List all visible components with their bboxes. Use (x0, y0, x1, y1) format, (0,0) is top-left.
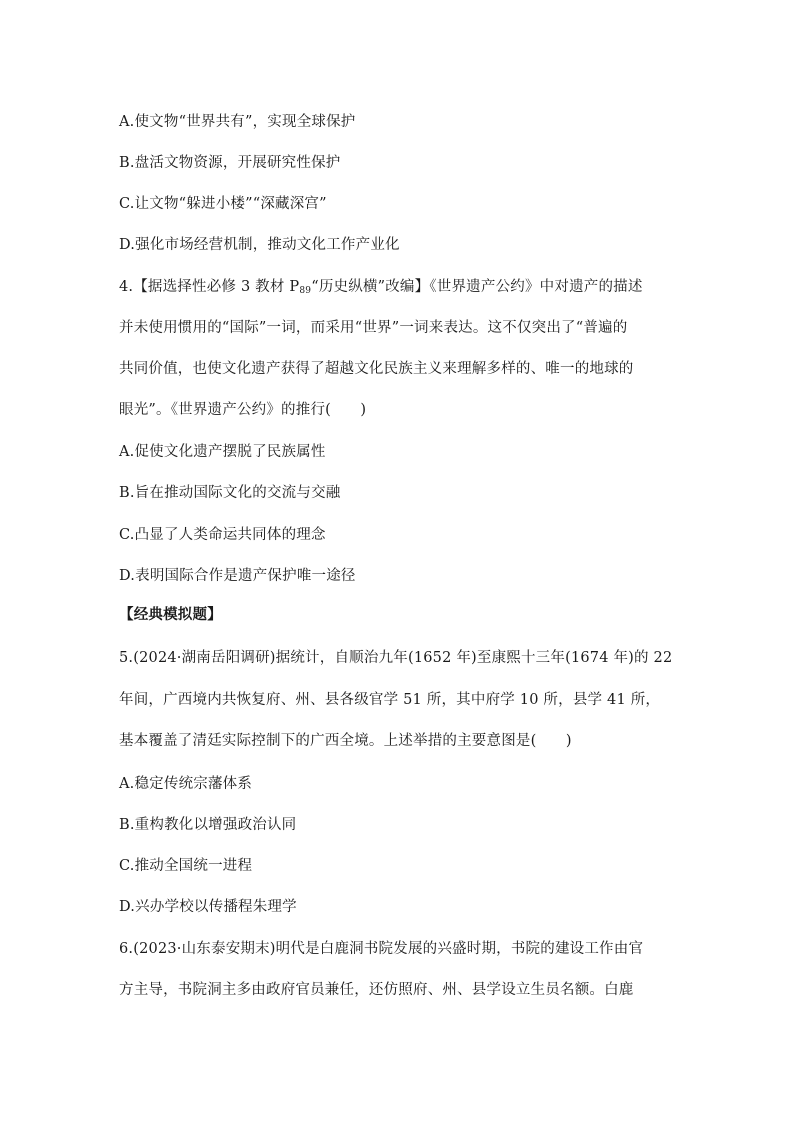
q4-page-subscript: 89 (299, 286, 312, 296)
q4-stem-suffix: “历史纵横”改编】《世界遗产公约》中对遗产的描述 (311, 279, 643, 295)
section-title: 【经典模拟题】 (119, 606, 222, 623)
q6-stem-line-2: 方主导，书院洞主多由政府官员兼任，还仿照府、州、县学设立生员名额。白鹿 (119, 982, 634, 998)
q4-option-c: C.凸显了人类命运共同体的理念 (119, 527, 326, 543)
q3-option-c: C.让文物“躲进小楼”“深藏深宫” (119, 196, 327, 212)
q5-option-b: B.重构教化以增强政治认同 (119, 817, 297, 833)
q4-stem-line-2: 并未使用惯用的“国际”一词，而采用“世界”一词来表达。这不仅突出了“普遍的 (119, 320, 628, 336)
q5-stem-line-1: 5.(2024·湖南岳阳调研)据统计，自顺治九年(1652 年)至康熙十三年(1674 年)的 22 (119, 650, 673, 666)
q4-stem-line-4: 眼光”。《世界遗产公约》的推行( ) (119, 402, 367, 418)
q4-stem-line-3: 共同价值，也使文化遗产获得了超越文化民族主义来理解多样的、唯一的地球的 (119, 361, 634, 377)
q4-stem-line-1 (119, 277, 643, 301)
q4-option-b: B.旨在推动国际文化的交流与交融 (119, 485, 341, 501)
q5-option-a: A.稳定传统宗藩体系 (119, 776, 253, 792)
q5-option-c: C.推动全国统一进程 (119, 858, 253, 874)
q5-stem-line-2: 年间，广西境内共恢复府、州、县各级官学 51 所，其中府学 10 所，县学 41 所， (119, 692, 661, 708)
q3-option-b: B.盘活文物资源，开展研究性保护 (119, 155, 341, 171)
q3-option-d: D.强化市场经营机制，推动文化工作产业化 (119, 237, 400, 253)
q6-stem-line-1: 6.(2023·山东泰安期末)明代是白鹿洞书院发展的兴盛时期，书院的建设工作由官 (119, 941, 644, 957)
q5-option-d: D.兴办学校以传播程朱理学 (119, 899, 297, 915)
q4-option-a: A.促使文化遗产摆脱了民族属性 (119, 444, 326, 460)
q5-stem-line-3: 基本覆盖了清廷实际控制下的广西全境。上述举措的主要意图是( ) (119, 733, 572, 749)
q4-option-d: D.表明国际合作是遗产保护唯一途径 (119, 568, 356, 584)
q4-stem-prefix: 4.【据选择性必修 3 教材 P (119, 279, 300, 295)
q3-option-a: A.使文物“世界共有”，实现全球保护 (119, 114, 356, 130)
